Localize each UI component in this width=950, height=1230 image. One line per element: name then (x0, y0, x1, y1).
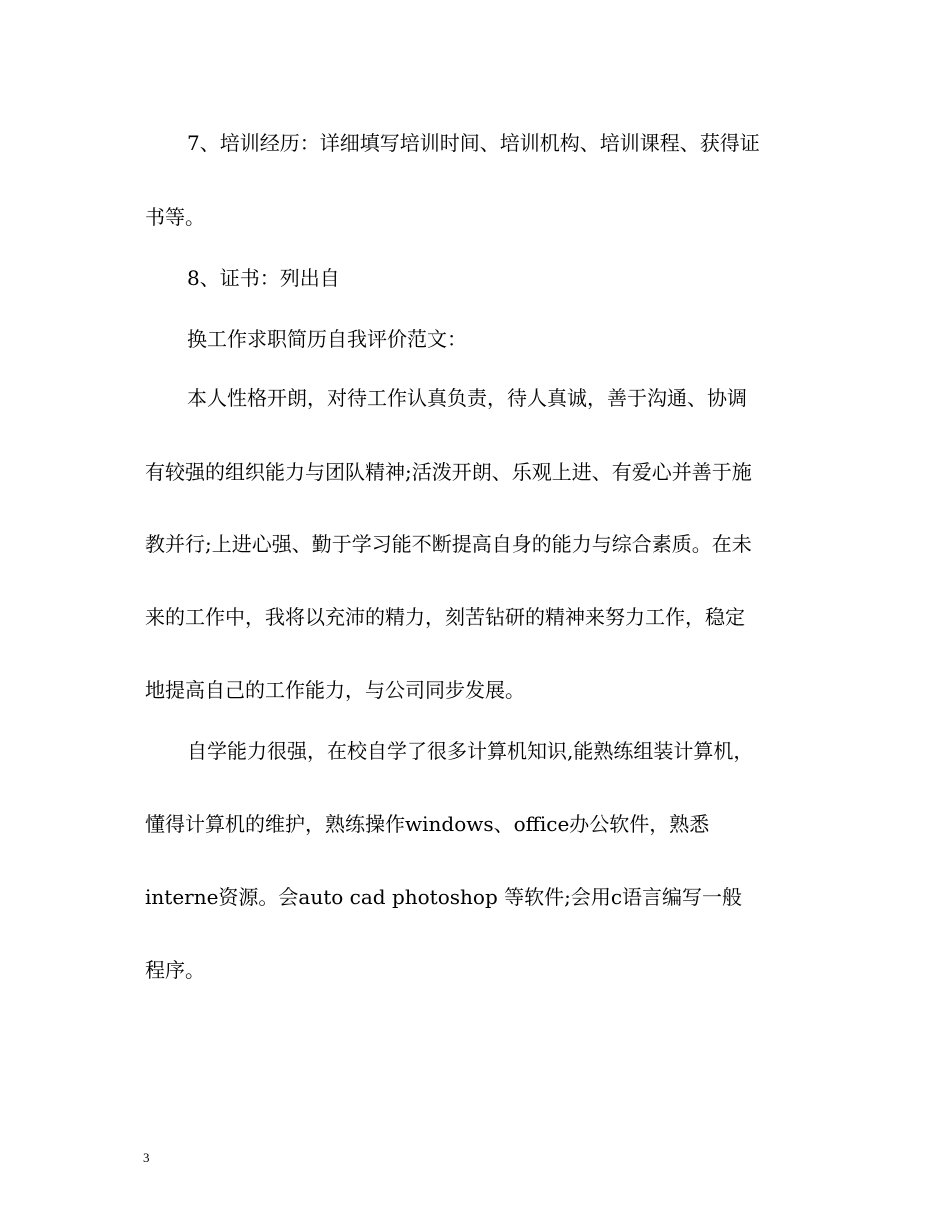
paragraph-line-computer-skills-3: interne资源。会auto cad photoshop 等软件;会用c语言编写一般 (145, 885, 743, 909)
paragraph-line-personality-4: 来的工作中，我将以充沛的精力，刻苦钻研的精神来努力工作，稳定 (145, 605, 745, 629)
paragraph-line-personality-5: 地提高自己的工作能力，与公司同步发展。 (145, 678, 525, 702)
paragraph-line-personality-1: 本人性格开朗，对待工作认真负责，待人真诚，善于沟通、协调 (187, 386, 747, 410)
paragraph-line-certificates: 8、证书：列出自 (187, 266, 340, 290)
paragraph-line-personality-2: 有较强的组织能力与团队精神;活泼开朗、乐观上进、有爱心并善于施 (145, 460, 752, 484)
paragraph-line-computer-skills-4: 程序。 (145, 958, 205, 982)
page-number: 3 (143, 1150, 150, 1165)
paragraph-line-training-history-cont: 书等。 (145, 205, 205, 229)
paragraph-line-personality-3: 教并行;上进心强、勤于学习能不断提高自身的能力与综合素质。在未 (145, 532, 752, 556)
paragraph-line-training-history: 7、培训经历：详细填写培训时间、培训机构、培训课程、获得证 (187, 131, 760, 155)
section-heading-self-evaluation: 换工作求职简历自我评价范文： (187, 327, 467, 351)
paragraph-line-computer-skills-2: 懂得计算机的维护，熟练操作windows、office办公软件，熟悉 (145, 812, 710, 836)
paragraph-line-computer-skills-1: 自学能力很强，在校自学了很多计算机知识,能熟练组装计算机， (187, 739, 754, 763)
